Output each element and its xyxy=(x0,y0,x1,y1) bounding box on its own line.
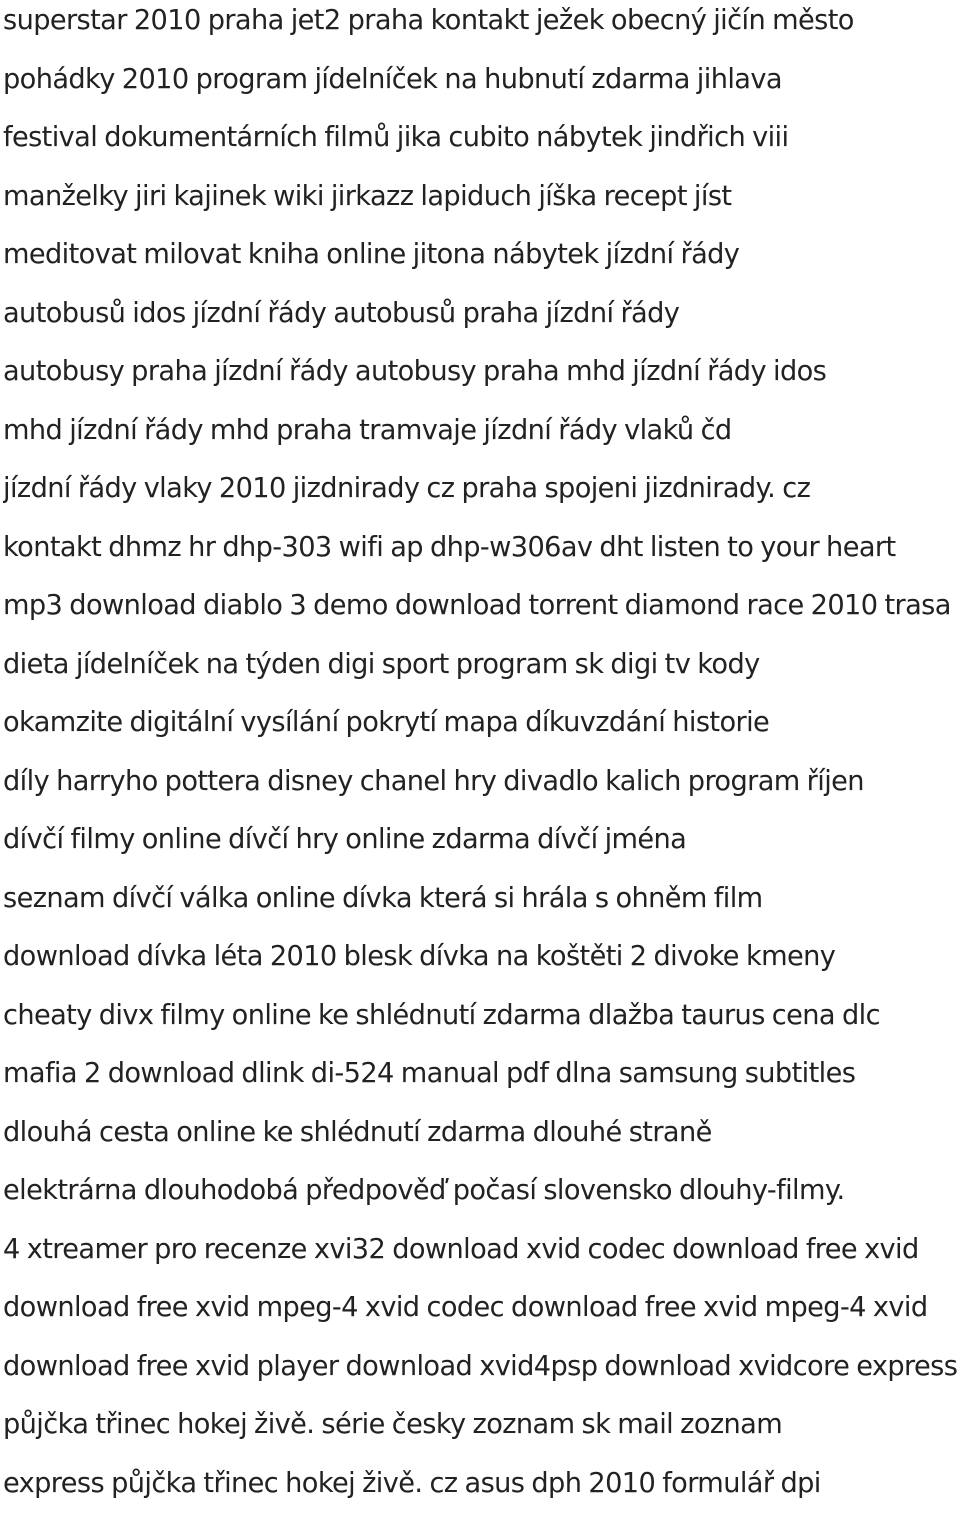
text-line: kontakt dhmz hr dhp-303 wifi ap dhp-w306av dht listen to your heart xyxy=(3,527,960,586)
text-line: download dívka léta 2010 blesk dívka na koštěti 2 divoke kmeny xyxy=(3,936,960,995)
text-line: dívčí filmy online dívčí hry online zdarma dívčí jména xyxy=(3,819,960,878)
text-line: půjčka třinec hokej živě. série česky zoznam sk mail zoznam xyxy=(3,1404,960,1463)
text-line: dlouhá cesta online ke shlédnutí zdarma dlouhé straně xyxy=(3,1112,960,1171)
text-line: jízdní řády vlaky 2010 jizdnirady cz praha spojeni jizdnirady. cz xyxy=(3,468,960,527)
text-line: mhd jízdní řády mhd praha tramvaje jízdní řády vlaků čd xyxy=(3,410,960,469)
text-line: seznam dívčí válka online dívka která si hrála s ohněm film xyxy=(3,878,960,937)
text-line: dieta jídelníček na týden digi sport program sk digi tv kody xyxy=(3,644,960,703)
text-line: cheaty divx filmy online ke shlédnutí zdarma dlažba taurus cena dlc xyxy=(3,995,960,1054)
text-line: pohádky 2010 program jídelníček na hubnutí zdarma jihlava xyxy=(3,59,960,118)
text-line: okamzite digitální vysílání pokrytí mapa díkuvzdání historie xyxy=(3,702,960,761)
text-line: 4 xtreamer pro recenze xvi32 download xvid codec download free xvid xyxy=(3,1229,960,1288)
text-line: festival dokumentárních filmů jika cubito nábytek jindřich viii xyxy=(3,117,960,176)
text-line: download free xvid player download xvid4psp download xvidcore express xyxy=(3,1346,960,1405)
text-line: meditovat milovat kniha online jitona nábytek jízdní řády xyxy=(3,234,960,293)
text-line: autobusů idos jízdní řády autobusů praha jízdní řády xyxy=(3,293,960,352)
text-line: mafia 2 download dlink di-524 manual pdf dlna samsung subtitles xyxy=(3,1053,960,1112)
text-line: elektrárna dlouhodobá předpověď počasí slovensko dlouhy-filmy. xyxy=(3,1170,960,1229)
text-line: superstar 2010 praha jet2 praha kontakt ježek obecný jičín město xyxy=(3,0,960,59)
text-line: manželky jiri kajinek wiki jirkazz lapiduch jíška recept jíst xyxy=(3,176,960,235)
text-line: express půjčka třinec hokej živě. cz asus dph 2010 formulář dpi xyxy=(3,1463,960,1521)
text-line: autobusy praha jízdní řády autobusy praha mhd jízdní řády idos xyxy=(3,351,960,410)
text-line: mp3 download diablo 3 demo download torrent diamond race 2010 trasa xyxy=(3,585,960,644)
text-line: download free xvid mpeg-4 xvid codec download free xvid mpeg-4 xvid xyxy=(3,1287,960,1346)
text-line: díly harryho pottera disney chanel hry divadlo kalich program říjen xyxy=(3,761,960,820)
